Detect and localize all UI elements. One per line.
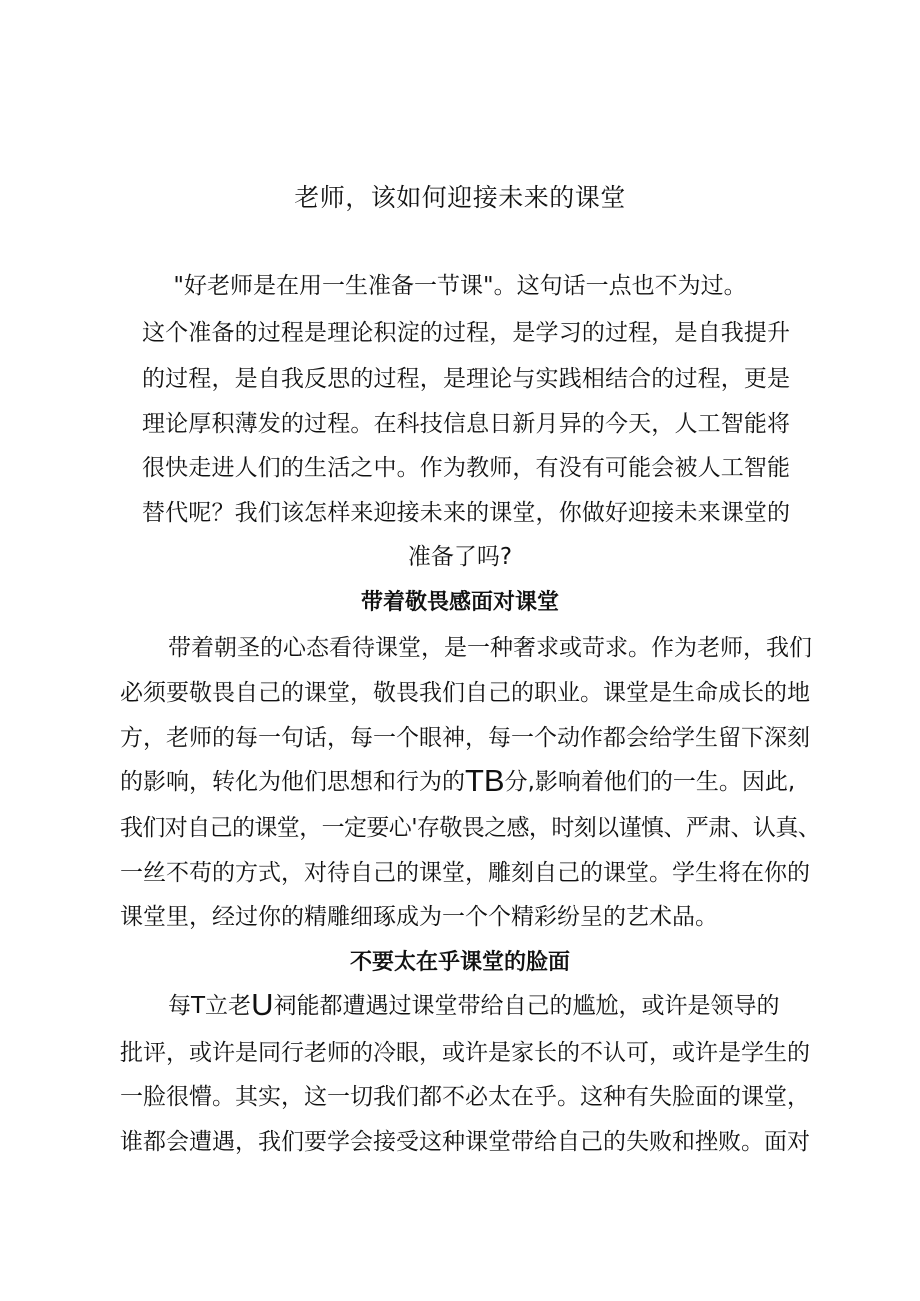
paragraph-line: 一丝不苟的方式，对待自己的课堂，雕刻自己的课堂。学生将在你的 (120, 860, 810, 886)
paragraph-line (120, 763, 796, 798)
paragraph-text-large: U (251, 987, 274, 1022)
paragraph-line: 一脸很懵。其实，这一切我们都不必太在乎。这种有失脸面的课堂， (120, 1084, 810, 1110)
section-heading: 带着敬畏感面对课堂 (360, 590, 559, 615)
paragraph-line: 我们对自己的课堂，一定要心'存敬畏之感，时刻以谨慎、严肃、认真、 (120, 815, 821, 841)
intro-line: 替代呢？我们该怎样来迎接未来的课堂，你做好迎接未来课堂的 (142, 500, 791, 526)
paragraph-text: 的影响，转化为他们思想和行为的 (120, 769, 465, 795)
paragraph-line: 谁都会遭遇，我们要学会接受这种课堂带给自己的失败和挫败。面对 (120, 1129, 810, 1155)
document-title: 老师，该如何迎接未来的课堂 (294, 183, 626, 212)
intro-line: 理论厚积薄发的过程。在科技信息日新月异的今天，人工智能将 (142, 411, 791, 437)
intro-line: 这个准备的过程是理论积淀的过程，是学习的过程，是自我提升 (142, 320, 791, 346)
paragraph-line: 带着朝圣的心态看待课堂，是一种奢求或苛求。作为老师，我们 (168, 635, 812, 661)
paragraph-line: 方，老师的每一句话，每一个眼神，每一个动作都会给学生留下深刻 (120, 725, 810, 751)
paragraph-line: 课堂里，经过你的精雕细琢成为一个个精彩纷呈的艺术品。 (120, 904, 718, 930)
paragraph-text-large: TB (465, 763, 505, 798)
intro-line: 准备了吗? (407, 544, 513, 570)
paragraph-line: 必须要敬畏自己的课堂，敬畏我们自己的职业。课堂是生命成长的地 (120, 680, 810, 706)
paragraph-text: 分,影响着他们的一生。因此, (504, 769, 796, 795)
paragraph-text: 每T立老 (168, 993, 252, 1019)
intro-line: "好老师是在用一生准备一节课"。这句话一点也不为过。 (173, 273, 747, 299)
intro-line: 很快走进人们的生活之中。作为教师，有没有可能会被人工智能 (142, 455, 791, 481)
intro-line: 的过程，是自我反思的过程，是理论与实践相结合的过程，更是 (142, 366, 791, 392)
paragraph-text: 祠能都遭遇过课堂带给自己的尴尬，或许是领导的 (273, 993, 780, 1019)
section-heading: 不要太在乎课堂的脸面 (349, 950, 570, 975)
paragraph-line: 批评，或许是同行老师的冷眼，或许是家长的不认可，或许是学生的 (120, 1040, 810, 1066)
paragraph-line (168, 987, 780, 1022)
